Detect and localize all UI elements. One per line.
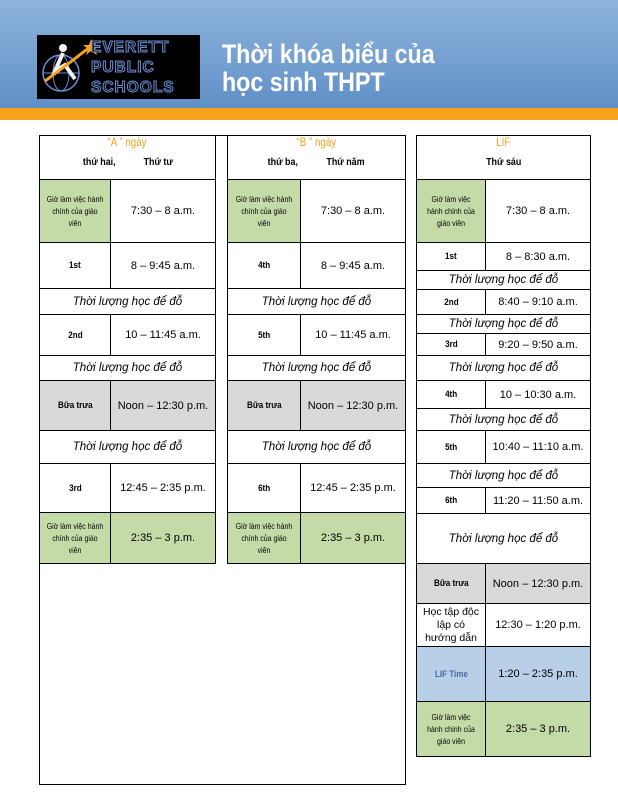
logo-line1: EVERETT (91, 39, 170, 56)
logo-line2: PUBLIC (91, 59, 155, 76)
col-a-sub1: thứ hai, (82, 156, 116, 168)
col-c-sub: Thứ sáu (485, 156, 522, 168)
passing-time-row: Thời lượng học để đỗ (227, 430, 406, 464)
table-cell-time: Noon – 12:30 p.m. (110, 380, 216, 431)
table-cell-label: Học tập độc lập có hướng dẫn (416, 603, 486, 647)
table-cell-label: 1st (39, 242, 111, 289)
table-cell-label: 3rd (39, 463, 111, 513)
passing-time-row: Thời lượng học để đỗ (416, 355, 591, 381)
passing-time-row: Thời lượng học để đỗ (416, 513, 591, 564)
everett-logo (37, 35, 200, 99)
col-a-header (39, 135, 216, 179)
table-cell-time: Noon – 12:30 p.m. (485, 563, 591, 604)
passing-time-row: Thời lượng học để đỗ (416, 270, 591, 290)
col-b-sub1: thứ ba, (267, 156, 299, 168)
table-cell-time: 10 – 10:30 a.m. (485, 380, 591, 409)
col-a-sub2: Thứ tư (143, 156, 173, 168)
table-cell-label: Giờ làm việc hành chính của giáo viên (416, 179, 486, 243)
passing-time-row: Thời lượng học để đỗ (416, 463, 591, 488)
table-cell-time: 10 – 11:45 a.m. (110, 314, 216, 356)
table-cell-time: 7:30 – 8 a.m. (485, 179, 591, 243)
table-cell-label: Giờ làm việc hành chính của giáo viên (416, 701, 486, 757)
col-a-day: “A ” ngày (107, 137, 148, 149)
col-c-day: LIF (496, 137, 511, 149)
table-cell-label: 6th (227, 463, 301, 513)
table-cell-label: Giờ làm việc hành chính của giáo viên (39, 179, 111, 243)
page-title-line2: học sinh THPT (222, 67, 385, 97)
col-c-header (416, 135, 591, 179)
table-cell-label: 5th (416, 430, 486, 464)
table-cell-time: 12:45 – 2:35 p.m. (300, 463, 406, 513)
table-cell-time: 8:40 – 9:10 a.m. (485, 289, 591, 315)
col-b-sub2: Thứ năm (326, 156, 365, 168)
table-cell-label: Giờ làm việc hành chính của giáo viên (39, 512, 111, 564)
table-cell-time: 1:20 – 2:35 p.m. (485, 646, 591, 702)
table-cell-label: 2nd (416, 289, 486, 315)
table-cell-time: 10 – 11:45 a.m. (300, 314, 406, 356)
table-cell-time: 2:35 – 3 p.m. (485, 701, 591, 757)
table-cell-label: 4th (416, 380, 486, 409)
table-cell-label: 5th (227, 314, 301, 356)
table-cell-time: 10:40 – 11:10 a.m. (485, 430, 591, 464)
passing-time-row: Thời lượng học để đỗ (227, 288, 406, 315)
table-cell-label: Bữa trưa (416, 563, 486, 604)
table-cell-time: 7:30 – 8 a.m. (300, 179, 406, 243)
table-cell-time: 2:35 – 3 p.m. (110, 512, 216, 564)
table-cell-label: Giờ làm việc hành chính của giáo viên (227, 512, 301, 564)
table-cell-time: 9:20 – 9:50 a.m. (485, 333, 591, 356)
passing-time-row: Thời lượng học để đỗ (416, 408, 591, 431)
table-cell-label: 2nd (39, 314, 111, 356)
passing-time-row: Thời lượng học để đỗ (39, 355, 216, 381)
col-b-day: “B ” ngày (296, 137, 337, 149)
logo-line3: SCHOOLS (91, 79, 175, 96)
passing-time-row: Thời lượng học để đỗ (227, 355, 406, 381)
passing-time-row: Thời lượng học để đỗ (39, 288, 216, 315)
table-cell-time: Noon – 12:30 p.m. (300, 380, 406, 431)
table-cell-time: 12:30 – 1:20 p.m. (485, 603, 591, 647)
table-cell-label: 3rd (416, 333, 486, 356)
table-cell-time: 12:45 – 2:35 p.m. (110, 463, 216, 513)
table-cell-time: 2:35 – 3 p.m. (300, 512, 406, 564)
table-cell-label: 4th (227, 242, 301, 289)
table-cell-label: LIF Time (416, 646, 486, 702)
table-cell-time: 8 – 8:30 a.m. (485, 242, 591, 271)
passing-time-row: Thời lượng học để đỗ (416, 314, 591, 334)
accent-bar (0, 108, 618, 120)
col-b-header (227, 135, 406, 179)
table-cell-label: Bữa trưa (39, 380, 111, 431)
table-cell-time: 7:30 – 8 a.m. (110, 179, 216, 243)
passing-time-row: Thời lượng học để đỗ (39, 430, 216, 464)
table-cell-label: 1st (416, 242, 486, 271)
table-cell-label: Bữa trưa (227, 380, 301, 431)
table-cell-time: 8 – 9:45 a.m. (110, 242, 216, 289)
table-cell-label: Giờ làm việc hành chính của giáo viên (227, 179, 301, 243)
table-cell-label: 6th (416, 487, 486, 514)
page-title-line1: Thời khóa biểu của (222, 39, 435, 69)
table-cell-time: 11:20 – 11:50 a.m. (485, 487, 591, 514)
table-cell-time: 8 – 9:45 a.m. (300, 242, 406, 289)
